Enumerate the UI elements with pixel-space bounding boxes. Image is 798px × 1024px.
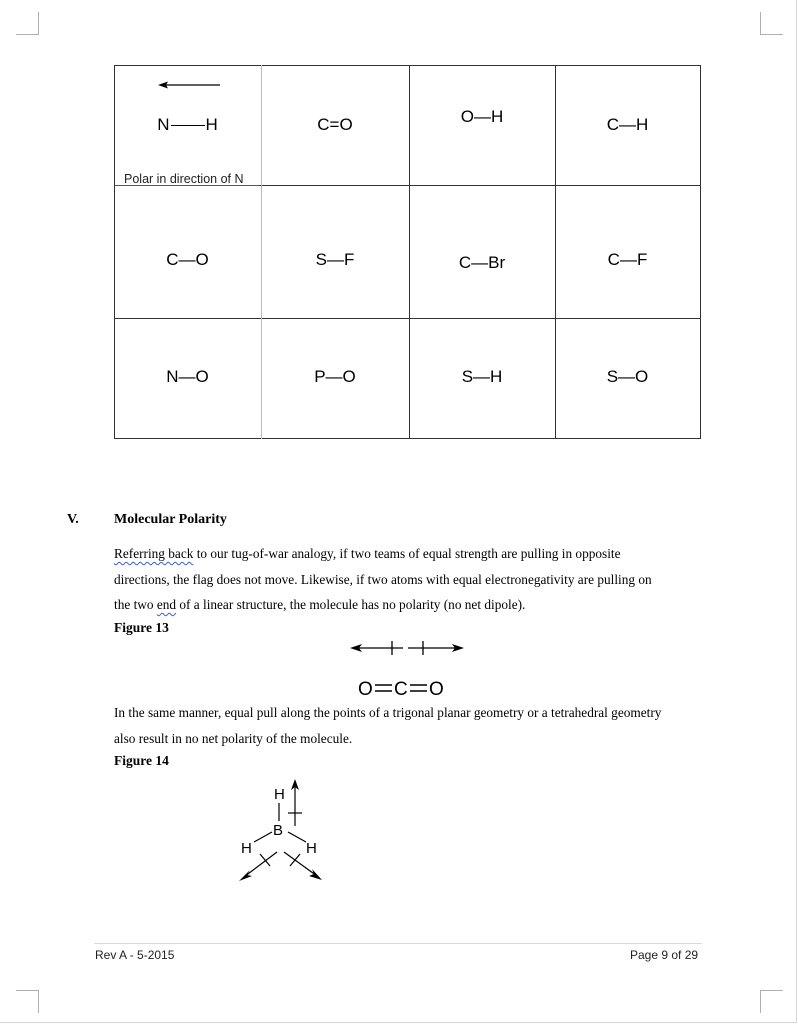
dipole-arrow-icon xyxy=(158,79,222,91)
atom-h-right: H xyxy=(306,840,317,857)
atom-h-top: H xyxy=(274,786,285,803)
footer-revision: Rev A - 5-2015 xyxy=(95,948,175,962)
footer-page-number: Page 9 of 29 xyxy=(630,948,699,962)
bond-atom-left: N xyxy=(157,115,170,134)
bond-table xyxy=(114,65,701,439)
figure-14-label: Figure 14 xyxy=(114,753,169,768)
crop-mark-top-left xyxy=(16,12,39,35)
atom-h-left: H xyxy=(241,840,252,857)
bond-cell-C-F: C—F xyxy=(607,250,648,269)
bond-cell-O-H: O—H xyxy=(460,107,504,126)
dipole-arrows-icon xyxy=(350,641,464,655)
bond-cell-P-O: P—O xyxy=(314,367,356,386)
bond-cell-S-F: S—F xyxy=(315,250,355,269)
atom-o-left: O xyxy=(358,679,373,700)
bond-cell-C-O-double: C=O xyxy=(317,115,353,134)
bond-cell-N-O: N—O xyxy=(166,367,209,386)
grammar-flag: end xyxy=(156,597,177,612)
atom-o-right: O xyxy=(429,679,444,700)
paragraph-2: In the same manner, equal pull along the points of a trigonal planar geometry or a tetrahedral geometry also result in no net polarity of the molecule. xyxy=(114,705,662,746)
polarity-note: Polar in direction of N xyxy=(124,172,244,186)
crop-mark-bottom-left xyxy=(16,990,39,1013)
bond-cell-C-O: C—O xyxy=(166,250,209,269)
bond-cell-N-H xyxy=(114,115,261,135)
long-bond-line xyxy=(171,125,205,126)
section-title: Molecular Polarity xyxy=(114,512,227,527)
bond-cell-S-H: S—H xyxy=(461,367,503,386)
spelling-flag: Referring back xyxy=(114,546,194,561)
footer-rule xyxy=(94,943,702,944)
crop-mark-bottom-right xyxy=(760,990,783,1013)
figure-14-bh3 xyxy=(232,776,332,886)
paragraph-1: Referring back to our tug-of-war analogy, if two teams of equal strength are pulling in opposite directions, the flag does not move. Likewise, if two atoms with equal electronegativity are pulling on the two end of a linear structure, the molecule has no polarity (no net dipole). xyxy=(114,546,652,612)
section-number: V. xyxy=(67,512,79,527)
bond-atom-right: H xyxy=(205,115,218,134)
bond-cell-C-H: C—H xyxy=(606,115,649,134)
atom-c: C xyxy=(394,679,408,700)
bond-cell-C-Br: C—Br xyxy=(458,253,506,272)
dipole-arrow-up-icon xyxy=(288,779,302,826)
atom-b: B xyxy=(273,822,284,839)
figure-13-label: Figure 13 xyxy=(114,620,169,635)
crop-mark-top-right xyxy=(760,12,783,35)
figure-13-co2 xyxy=(348,638,468,702)
bond-cell-S-O: S—O xyxy=(606,367,649,386)
